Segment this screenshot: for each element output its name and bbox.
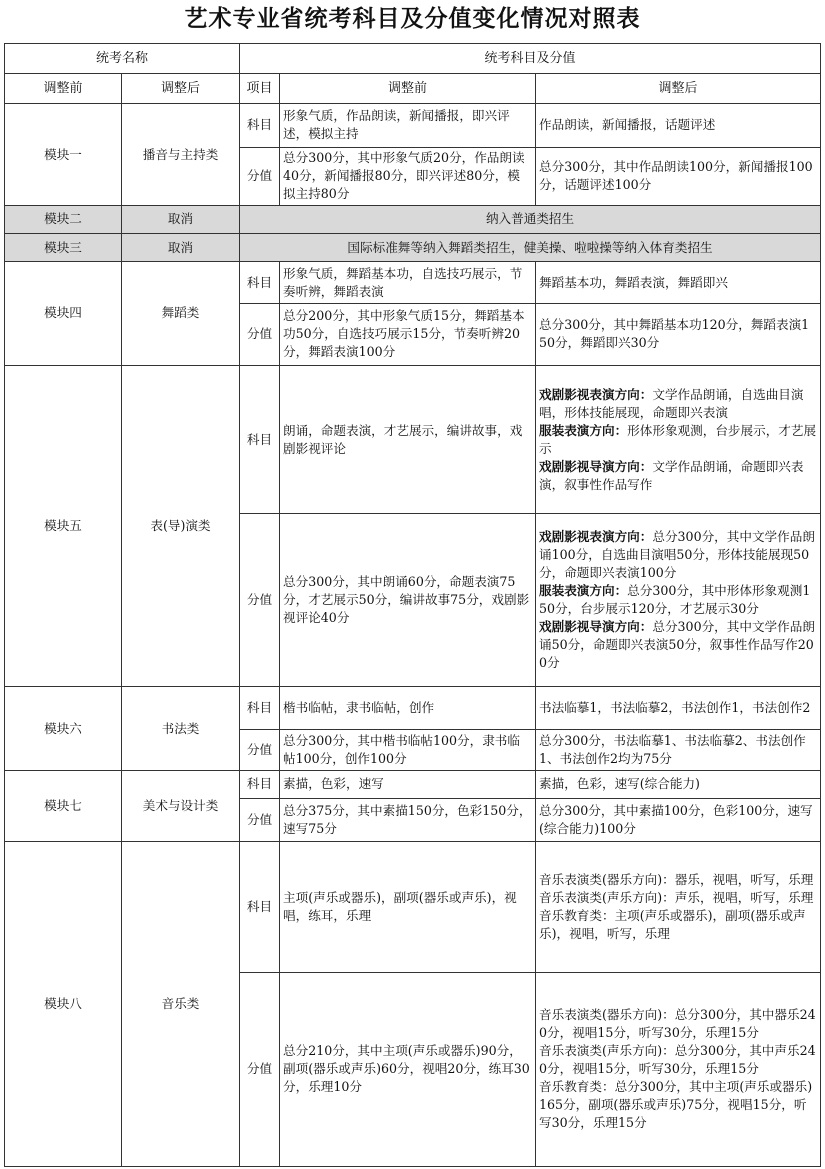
m5-score-fashion [539, 582, 817, 618]
direction-text: 文学作品朗诵，命题即兴表演，叙事性作品写作 [539, 458, 804, 492]
module-8-name: 模块八 [5, 842, 122, 1167]
subject-label: 科目 [240, 842, 280, 973]
module-4-subjects-after: 舞蹈基本功，舞蹈表演，舞蹈即兴 [536, 262, 821, 304]
m8-sub-instrumental: 音乐表演类(器乐方向)：器乐，视唱，听写，乐理 [539, 871, 814, 887]
direction-heading: 服装表演方向： [539, 583, 628, 599]
subject-label: 科目 [240, 262, 280, 304]
score-label: 分值 [240, 514, 280, 687]
m8-sub-education: 音乐教育类：主项(声乐或器乐)，副项(器乐或声乐)，视唱，听写，乐理 [539, 907, 806, 941]
module-4-score-after: 总分300分，其中舞蹈基本功120分，舞蹈表演150分，舞蹈即兴30分 [536, 304, 821, 365]
module-5-score-after [536, 514, 821, 687]
module-7-score-after: 总分300分，其中素描100分，色彩100分，速写(综合能力)100分 [536, 798, 821, 841]
module-4-category: 舞蹈类 [122, 262, 240, 366]
module-8-score-after [536, 972, 821, 1166]
direction-text: 形体形象观测，台步展示，才艺展示 [539, 422, 817, 456]
score-label: 分值 [240, 147, 280, 205]
module-6-subjects-before: 楷书临帖，隶书临帖，创作 [280, 687, 536, 729]
subject-label: 科目 [240, 104, 280, 147]
module-1-score-before: 总分300分，其中形象气质20分，作品朗读40分，新闻播报80分，即兴评述80分，模拟主持80分 [280, 147, 536, 205]
module-1-name: 模块一 [5, 104, 122, 206]
module-2-note: 纳入普通类招生 [240, 205, 821, 233]
module-3-category: 取消 [122, 233, 240, 261]
m5-score-directing [539, 618, 817, 672]
direction-text: 文学作品朗诵，自选曲目演唱，形体技能展现，命题即兴表演 [539, 386, 804, 420]
module-8-subject-row [5, 842, 821, 973]
direction-text: 总分300分，其中文学作品朗诵50分，命题即兴表演50分，叙事性作品写作200分 [539, 619, 815, 671]
page-title: 艺术专业省统考科目及分值变化情况对照表 [184, 6, 641, 32]
module-7-subjects-before: 素描，色彩，速写 [280, 770, 536, 798]
score-label: 分值 [240, 304, 280, 365]
module-7-subjects-after: 素描，色彩，速写(综合能力) [536, 770, 821, 798]
module-4-name: 模块四 [5, 262, 122, 366]
direction-text: 总分300分，其中文学作品朗诵100分，自选曲目演唱50分，形体技能展现50分，命题即兴表演100分 [539, 529, 815, 581]
module-6-category: 书法类 [122, 687, 240, 770]
module-4-subject-row [5, 262, 821, 304]
header-subjects-scores: 统考科目及分值 [240, 44, 821, 74]
header-item: 项目 [240, 74, 280, 104]
score-label: 分值 [240, 972, 280, 1166]
header-after-detail: 调整后 [536, 74, 821, 104]
m5-score-acting [539, 528, 817, 582]
header-before-detail: 调整前 [280, 74, 536, 104]
subject-label: 科目 [240, 687, 280, 729]
header-before: 调整前 [5, 74, 122, 104]
score-label: 分值 [240, 729, 280, 770]
module-5-name: 模块五 [5, 365, 122, 687]
module-4-subjects-before: 形象气质，舞蹈基本功，自选技巧展示，节奏听辨，舞蹈表演 [280, 262, 536, 304]
direction-heading: 戏剧影视表演方向： [539, 386, 653, 402]
header-after: 调整后 [122, 74, 240, 104]
module-5-score-before: 总分300分，其中朗诵60分，命题表演75分，才艺展示50分，编讲故事75分，戏剧影视评论40分 [280, 514, 536, 687]
module-2-row [5, 205, 821, 233]
direction-heading: 戏剧影视导演方向： [539, 619, 653, 635]
module-1-category: 播音与主持类 [122, 104, 240, 206]
module-5-subjects-before: 朗诵，命题表演，才艺展示，编讲故事，戏剧影视评论 [280, 365, 536, 514]
module-6-subject-row [5, 687, 821, 729]
module-7-subject-row [5, 770, 821, 798]
module-8-subjects-after [536, 842, 821, 973]
module-3-name: 模块三 [5, 233, 122, 261]
header-row-1 [5, 44, 821, 74]
direction-text: 总分300分，其中形体形象观测150分，台步展示120分，才艺展示30分 [539, 583, 811, 617]
subject-label: 科目 [240, 365, 280, 514]
module-7-score-before: 总分375分，其中素描150分，色彩150分，速写75分 [280, 798, 536, 841]
module-2-name: 模块二 [5, 205, 122, 233]
module-5-category: 表(导)演类 [122, 365, 240, 687]
module-8-subjects-before: 主项(声乐或器乐)，副项(器乐或声乐)，视唱，练耳，乐理 [280, 842, 536, 973]
module-7-name: 模块七 [5, 770, 122, 841]
module-1-subjects-after: 作品朗读，新闻播报，话题评述 [536, 104, 821, 147]
module-8-category: 音乐类 [122, 842, 240, 1167]
m8-score-education: 音乐教育类：总分300分，其中主项(声乐或器乐)165分，副项(器乐或声乐)75分，视唱15分，听写30分，乐理15分 [539, 1079, 813, 1131]
module-1-score-after: 总分300分，其中作品朗读100分，新闻播报100分，话题评述100分 [536, 147, 821, 205]
module-3-note: 国际标准舞等纳入舞蹈类招生，健美操、啦啦操等纳入体育类招生 [240, 233, 821, 261]
header-exam-name: 统考名称 [5, 44, 240, 74]
direction-heading: 戏剧影视导演方向： [539, 458, 653, 474]
module-1-subjects-before: 形象气质，作品朗读，新闻播报，即兴评述，模拟主持 [280, 104, 536, 147]
module-5-subject-row [5, 365, 821, 514]
module-6-score-before: 总分300分，其中楷书临帖100分，隶书临帖100分，创作100分 [280, 729, 536, 770]
m5-sub-acting [539, 386, 817, 422]
comparison-table [4, 43, 821, 1167]
subject-label: 科目 [240, 770, 280, 798]
module-5-subjects-after [536, 365, 821, 514]
score-label: 分值 [240, 798, 280, 841]
header-row-2 [5, 74, 821, 104]
module-4-score-before: 总分200分，其中形象气质15分，舞蹈基本功50分，自选技巧展示15分，节奏听辨20分，舞蹈表演100分 [280, 304, 536, 365]
direction-heading: 戏剧影视表演方向： [539, 529, 653, 545]
module-1-subject-row [5, 104, 821, 147]
module-6-score-after: 总分300分，书法临摹1、书法临摹2、书法创作1、书法创作2均为75分 [536, 729, 821, 770]
m5-sub-directing [539, 458, 817, 494]
module-7-category: 美术与设计类 [122, 770, 240, 841]
module-6-name: 模块六 [5, 687, 122, 770]
module-2-category: 取消 [122, 205, 240, 233]
module-6-subjects-after: 书法临摹1，书法临摹2，书法创作1，书法创作2 [536, 687, 821, 729]
module-3-row [5, 233, 821, 261]
m8-sub-vocal: 音乐表演类(声乐方向)：声乐，视唱，听写，乐理 [539, 889, 814, 905]
direction-heading: 服装表演方向： [539, 422, 628, 438]
module-8-score-before: 总分210分，其中主项(声乐或器乐)90分，副项(器乐或声乐)60分，视唱20分，练耳30分，乐理10分 [280, 972, 536, 1166]
m8-score-vocal: 音乐表演类(声乐方向)：总分300分，其中声乐240分，视唱15分，听写30分，乐理15分 [539, 1043, 816, 1077]
m5-sub-fashion [539, 422, 817, 458]
m8-score-instrumental: 音乐表演类(器乐方向)：总分300分，其中器乐240分，视唱15分，听写30分，乐理15分 [539, 1007, 816, 1041]
